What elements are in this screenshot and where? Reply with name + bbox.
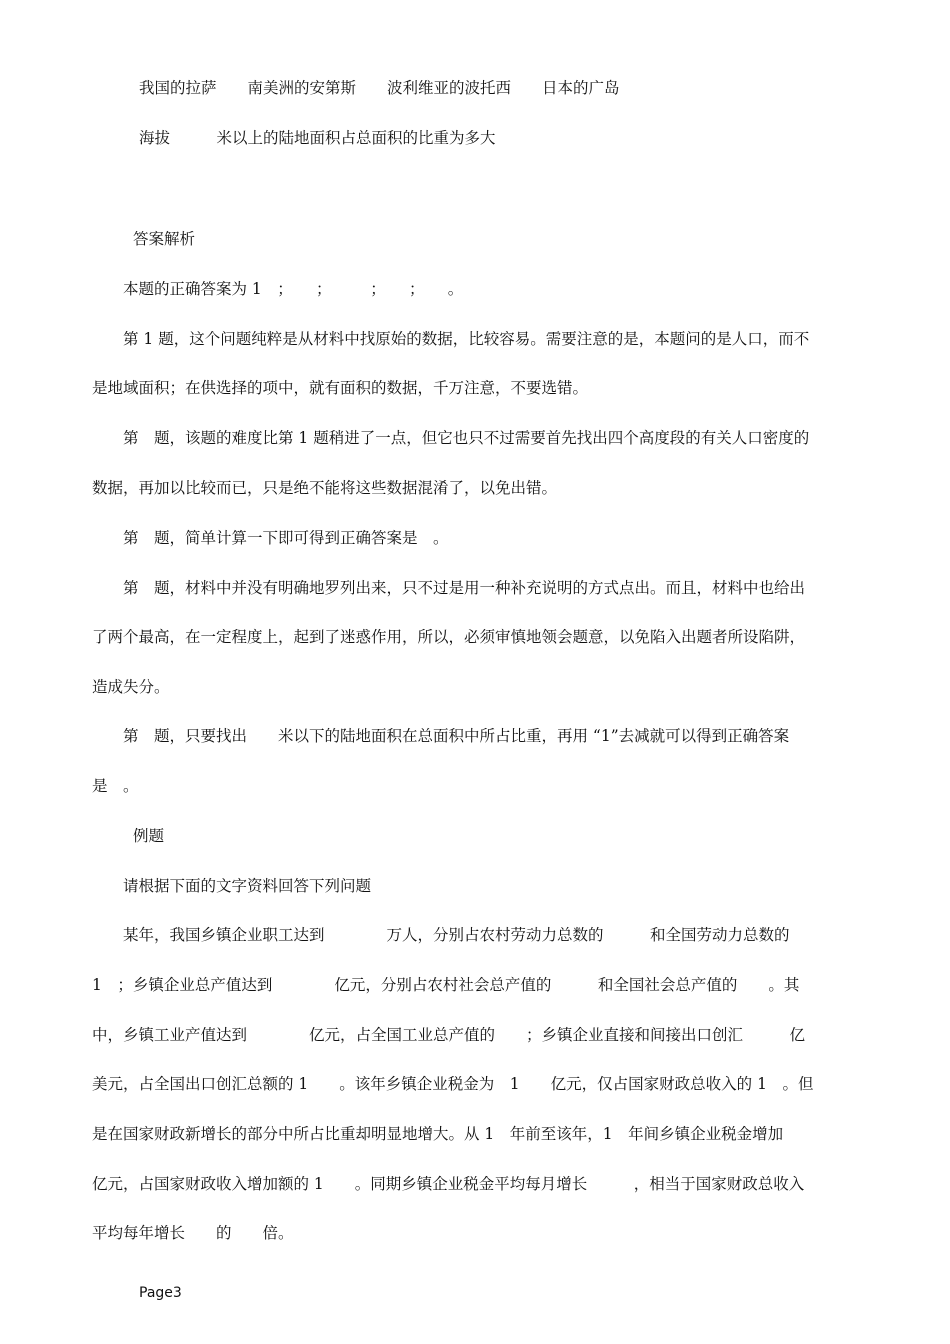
options-line: 我国的拉萨 南美洲的安第斯 波利维亚的波托西 日本的广岛 xyxy=(139,79,620,97)
material-line: 1 ；乡镇企业总产值达到 亿元，分别占农村社会总产值的 和全国社会总产值的 。其 xyxy=(92,976,800,994)
paragraph-line: 数据，再加以比较而已，只是绝不能将这些数据混淆了，以免出错。 xyxy=(92,479,558,497)
paragraph-line: 第 题，该题的难度比第 1 题稍进了一点，但它也只不过需要首先找出四个高度段的有关人口密度的 xyxy=(123,429,810,447)
material-line: 是在国家财政新增长的部分中所占比重却明显地增大。从 1 年前至该年，1 年间乡镇企业税金增加 xyxy=(92,1125,784,1143)
paragraph-line: 造成失分。 xyxy=(92,678,170,696)
example-heading: 例题 xyxy=(133,827,165,845)
paragraph-line: 是 。 xyxy=(92,777,139,795)
answer-heading: 答案解析 xyxy=(133,230,196,248)
answer-intro: 本题的正确答案为 1 ； ； ； ； 。 xyxy=(123,280,464,298)
page-number: Page3 xyxy=(139,1285,182,1301)
paragraph-line: 第 题，简单计算一下即可得到正确答案是 。 xyxy=(123,529,449,547)
question-five: 海拔 米以上的陆地面积占总面积的比重为多大 xyxy=(139,129,496,147)
material-line: 美元，占全国出口创汇总额的 1 。该年乡镇企业税金为 1 亿元，仅占国家财政总收入的 1 。但 xyxy=(92,1075,814,1093)
material-line: 亿元，占国家财政收入增加额的 1 。同期乡镇企业税金平均每月增长 ，相当于国家财政总收入 xyxy=(92,1175,805,1193)
paragraph-line: 第 1 题，这个问题纯粹是从材料中找原始的数据，比较容易。需要注意的是，本题问的是人口，而不 xyxy=(123,330,810,348)
material-line: 某年，我国乡镇企业职工达到 万人，分别占农村劳动力总数的 和全国劳动力总数的 xyxy=(123,926,790,944)
material-line: 中，乡镇工业产值达到 亿元，占全国工业总产值的 ；乡镇企业直接和间接出口创汇 亿 xyxy=(92,1026,806,1044)
material-line: 平均每年增长 的 倍。 xyxy=(92,1224,294,1242)
paragraph-line: 第 题，材料中并没有明确地罗列出来，只不过是用一种补充说明的方式点出。而且，材料中也给出 xyxy=(123,579,806,597)
paragraph-line: 是地域面积；在供选择的项中，就有面积的数据，千万注意，不要选错。 xyxy=(92,379,589,397)
example-instruction: 请根据下面的文字资料回答下列问题 xyxy=(123,877,372,895)
paragraph-line: 第 题，只要找出 米以下的陆地面积在总面积中所占比重，再用 “1”去减就可以得到正确答案 xyxy=(123,727,790,745)
paragraph-line: 了两个最高，在一定程度上，起到了迷惑作用，所以，必须审慎地领会题意，以免陷入出题者所设陷阱， xyxy=(92,628,806,646)
